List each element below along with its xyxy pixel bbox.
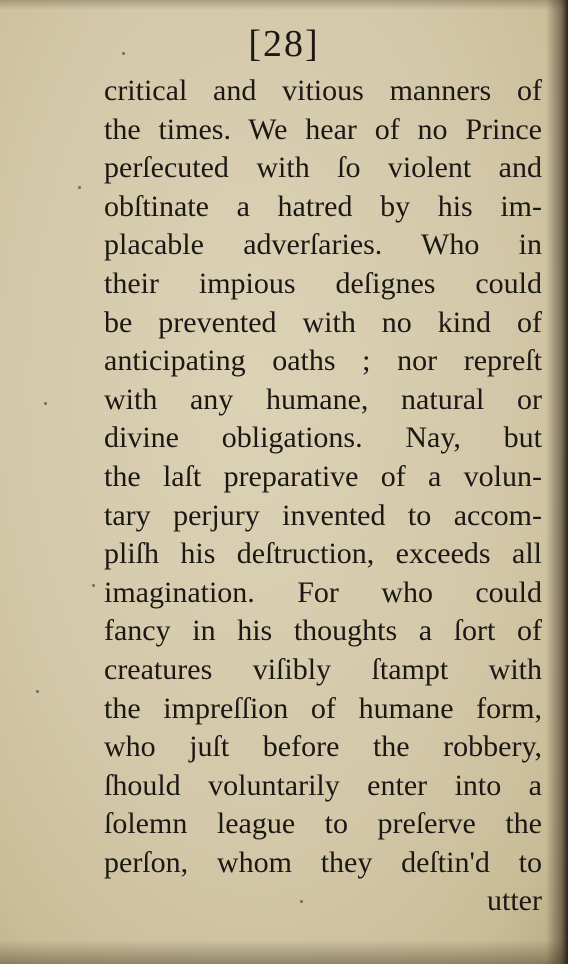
text-line: imagination. For who could: [104, 575, 542, 609]
text-line: with any humane, natural or: [104, 382, 542, 416]
text-line: critical and vitious manners of: [104, 74, 542, 107]
paper-speck: [44, 402, 47, 405]
text-line: placable adverſaries. Who in: [104, 228, 542, 262]
paper-speck: [92, 584, 95, 587]
body-text: [104, 72, 542, 921]
page-top-shadow: [0, 0, 568, 10]
text-line: their impious deſignes could: [104, 266, 542, 300]
page-number: [28]: [248, 23, 320, 65]
text-line: pliſh his deſtruction, exceeds all: [104, 537, 542, 571]
text-line: anticipating oaths ; nor repreſt: [104, 344, 542, 378]
text-line: tary perjury invented to accom-: [104, 498, 542, 532]
page-bottom-shadow: [0, 940, 568, 964]
text-line: perſecuted with ſo violent and: [104, 151, 542, 185]
page-gutter-shadow: [546, 0, 568, 964]
text-line: perſon, whom they deſtin'd to: [104, 845, 542, 879]
catchword: utter: [487, 884, 542, 918]
paper-speck: [36, 690, 39, 693]
text-line: obſtinate a hatred by his im-: [104, 189, 542, 223]
text-line: the impreſſion of humane form,: [104, 691, 542, 725]
text-line: creatures viſibly ſtampt with: [104, 652, 542, 686]
text-line: ſolemn league to preſerve the: [104, 807, 542, 841]
paper-speck: [78, 186, 81, 189]
text-line: the times. We hear of no Prince: [104, 112, 542, 146]
text-line: fancy in his thoughts a ſort of: [104, 614, 542, 648]
text-line: the laſt preparative of a volun-: [104, 459, 542, 493]
text-line: divine obligations. Nay, but: [104, 421, 542, 455]
text-line: who juſt before the robbery,: [104, 730, 542, 764]
text-line: be prevented with no kind of: [104, 305, 542, 339]
text-line: ſhould voluntarily enter into a: [104, 768, 542, 802]
